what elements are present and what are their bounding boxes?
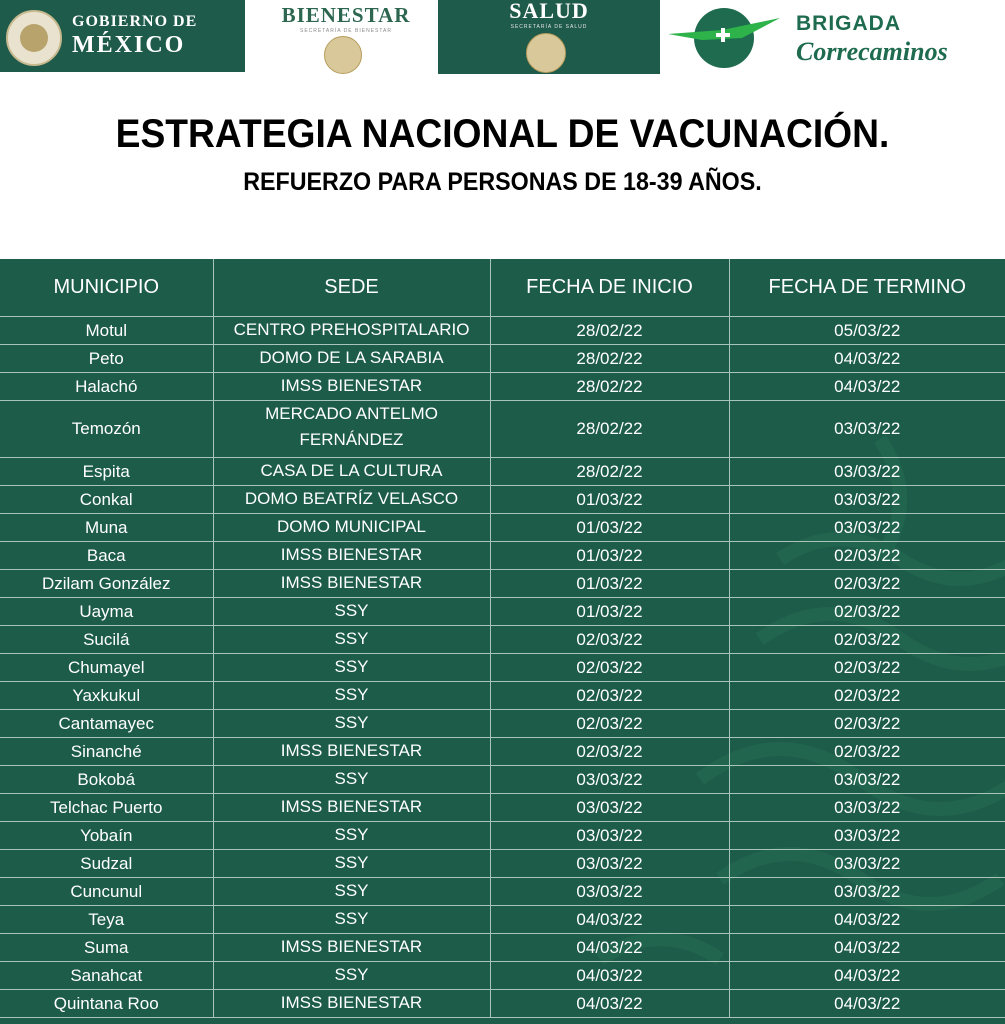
brigada-correcaminos-logo: [662, 0, 1005, 74]
salud-logo-title: SALUD: [509, 0, 589, 23]
cell-municipio: Quintana Roo: [0, 990, 213, 1018]
cell-municipio: Halachó: [0, 373, 213, 401]
cell-fecha-termino: 03/03/22: [729, 794, 1005, 822]
cell-fecha-termino: 03/03/22: [729, 486, 1005, 514]
cell-fecha-termino: 02/03/22: [729, 626, 1005, 654]
cell-sede: SSY: [213, 878, 490, 906]
cell-municipio: Muna: [0, 514, 213, 542]
table-row: [0, 486, 1005, 514]
table-row: [0, 654, 1005, 682]
cell-sede: SSY: [213, 850, 490, 878]
cell-fecha-termino: 03/03/22: [729, 822, 1005, 850]
cell-sede: IMSS BIENESTAR: [213, 738, 490, 766]
cell-fecha-inicio: 04/03/22: [490, 962, 729, 990]
bienestar-seal-icon: [324, 36, 362, 74]
cell-sede: SSY: [213, 654, 490, 682]
table-row: [0, 514, 1005, 542]
cell-fecha-inicio: 04/03/22: [490, 990, 729, 1018]
cell-sede: IMSS BIENESTAR: [213, 373, 490, 401]
cell-sede: IMSS BIENESTAR: [213, 990, 490, 1018]
cell-fecha-termino: 02/03/22: [729, 654, 1005, 682]
cell-fecha-inicio: 01/03/22: [490, 542, 729, 570]
cell-sede: CASA DE LA CULTURA: [213, 458, 490, 486]
cell-municipio: Cuncunul: [0, 878, 213, 906]
cell-fecha-inicio: 28/02/22: [490, 458, 729, 486]
salud-seal-icon: [526, 33, 566, 73]
cell-sede: SSY: [213, 766, 490, 794]
bienestar-logo: [262, 0, 430, 74]
cell-sede: SSY: [213, 822, 490, 850]
table-row: [0, 794, 1005, 822]
table-row: [0, 962, 1005, 990]
cell-sede: SSY: [213, 682, 490, 710]
cell-municipio: Chumayel: [0, 654, 213, 682]
cell-fecha-inicio: 04/03/22: [490, 906, 729, 934]
header-sede: SEDE: [213, 259, 490, 317]
cell-sede: IMSS BIENESTAR: [213, 542, 490, 570]
cell-municipio: Dzilam González: [0, 570, 213, 598]
cell-municipio: Sucilá: [0, 626, 213, 654]
cell-sede: MERCADO ANTELMO FERNÁNDEZ: [213, 401, 490, 458]
cell-sede: IMSS BIENESTAR: [213, 570, 490, 598]
header-logos: [0, 0, 1005, 74]
cell-sede: IMSS BIENESTAR: [213, 934, 490, 962]
cell-fecha-inicio: 28/02/22: [490, 373, 729, 401]
cell-sede: SSY: [213, 598, 490, 626]
schedule-table: [0, 259, 1005, 1018]
header-fecha-inicio: FECHA DE INICIO: [490, 259, 729, 317]
cell-fecha-inicio: 02/03/22: [490, 626, 729, 654]
cell-municipio: Sudzal: [0, 850, 213, 878]
cell-fecha-termino: 05/03/22: [729, 317, 1005, 345]
cell-municipio: Uayma: [0, 598, 213, 626]
cell-sede: SSY: [213, 962, 490, 990]
cell-fecha-termino: 02/03/22: [729, 570, 1005, 598]
cell-fecha-termino: 02/03/22: [729, 542, 1005, 570]
table-row: [0, 542, 1005, 570]
cell-fecha-termino: 02/03/22: [729, 710, 1005, 738]
cell-municipio: Peto: [0, 345, 213, 373]
gobierno-logo-line1: GOBIERNO DE: [72, 13, 198, 30]
cell-fecha-termino: 03/03/22: [729, 514, 1005, 542]
table-row: [0, 317, 1005, 345]
cell-fecha-termino: 04/03/22: [729, 345, 1005, 373]
table-row: [0, 570, 1005, 598]
gobierno-de-mexico-logo: [0, 0, 245, 72]
bienestar-logo-title: BIENESTAR: [281, 3, 411, 27]
table-row: [0, 990, 1005, 1018]
table-row: [0, 738, 1005, 766]
cell-sede: SSY: [213, 626, 490, 654]
mexico-seal-icon: [6, 10, 62, 66]
cell-fecha-termino: 04/03/22: [729, 962, 1005, 990]
table-row: [0, 710, 1005, 738]
cell-sede: CENTRO PREHOSPITALARIO: [213, 317, 490, 345]
cell-fecha-inicio: 02/03/22: [490, 682, 729, 710]
vaccination-schedule-table: [0, 259, 1005, 1024]
table-row: [0, 878, 1005, 906]
cell-fecha-inicio: 03/03/22: [490, 850, 729, 878]
table-row: [0, 401, 1005, 458]
cell-fecha-inicio: 03/03/22: [490, 766, 729, 794]
cell-municipio: Telchac Puerto: [0, 794, 213, 822]
salud-logo: [438, 0, 660, 74]
cell-municipio: Sanahcat: [0, 962, 213, 990]
cell-fecha-inicio: 03/03/22: [490, 794, 729, 822]
cell-fecha-termino: 04/03/22: [729, 934, 1005, 962]
cell-fecha-inicio: 03/03/22: [490, 878, 729, 906]
cell-fecha-termino: 02/03/22: [729, 598, 1005, 626]
cell-municipio: Conkal: [0, 486, 213, 514]
cell-fecha-termino: 04/03/22: [729, 990, 1005, 1018]
cell-municipio: Sinanché: [0, 738, 213, 766]
cell-municipio: Temozón: [0, 401, 213, 458]
cell-fecha-inicio: 02/03/22: [490, 710, 729, 738]
table-row: [0, 373, 1005, 401]
cell-fecha-inicio: 04/03/22: [490, 934, 729, 962]
cell-sede: SSY: [213, 906, 490, 934]
table-row: [0, 458, 1005, 486]
cell-fecha-inicio: 03/03/22: [490, 822, 729, 850]
table-row: [0, 934, 1005, 962]
page-subtitle: REFUERZO PARA PERSONAS DE 18-39 AÑOS.: [243, 168, 762, 196]
cell-fecha-termino: 04/03/22: [729, 906, 1005, 934]
roadrunner-icon: [662, 0, 792, 74]
table-row: [0, 906, 1005, 934]
table-row: [0, 766, 1005, 794]
cell-municipio: Cantamayec: [0, 710, 213, 738]
cell-fecha-inicio: 28/02/22: [490, 345, 729, 373]
cell-sede: IMSS BIENESTAR: [213, 794, 490, 822]
cell-fecha-termino: 02/03/22: [729, 738, 1005, 766]
cell-municipio: Bokobá: [0, 766, 213, 794]
cell-fecha-termino: 03/03/22: [729, 766, 1005, 794]
cell-sede: DOMO DE LA SARABIA: [213, 345, 490, 373]
cell-municipio: Yobaín: [0, 822, 213, 850]
table-row: [0, 626, 1005, 654]
cell-fecha-termino: 03/03/22: [729, 458, 1005, 486]
gobierno-logo-line2: MÉXICO: [72, 32, 186, 58]
page-title: ESTRATEGIA NACIONAL DE VACUNACIÓN.: [115, 112, 890, 156]
cell-municipio: Motul: [0, 317, 213, 345]
cell-fecha-inicio: 28/02/22: [490, 401, 729, 458]
bienestar-logo-subtitle: SECRETARÍA DE BIENESTAR: [300, 28, 392, 34]
cell-municipio: Suma: [0, 934, 213, 962]
cell-fecha-termino: 03/03/22: [729, 850, 1005, 878]
cell-fecha-inicio: 01/03/22: [490, 570, 729, 598]
table-header-row: [0, 259, 1005, 317]
header-municipio: MUNICIPIO: [0, 259, 213, 317]
cell-fecha-inicio: 28/02/22: [490, 317, 729, 345]
table-row: [0, 850, 1005, 878]
table-row: [0, 822, 1005, 850]
cell-fecha-termino: 04/03/22: [729, 373, 1005, 401]
cell-sede: DOMO MUNICIPAL: [213, 514, 490, 542]
cell-fecha-inicio: 01/03/22: [490, 598, 729, 626]
cell-fecha-termino: 03/03/22: [729, 401, 1005, 458]
cell-fecha-inicio: 02/03/22: [490, 654, 729, 682]
salud-logo-subtitle: SECRETARÍA DE SALUD: [510, 24, 588, 30]
cell-municipio: Espita: [0, 458, 213, 486]
cell-municipio: Yaxkukul: [0, 682, 213, 710]
cell-fecha-termino: 02/03/22: [729, 682, 1005, 710]
cell-sede: DOMO BEATRÍZ VELASCO: [213, 486, 490, 514]
header-fecha-termino: FECHA DE TERMINO: [729, 259, 1005, 317]
cell-sede: SSY: [213, 710, 490, 738]
table-row: [0, 345, 1005, 373]
brigada-logo-line2: Correcaminos: [796, 37, 948, 66]
table-row: [0, 682, 1005, 710]
cell-municipio: Baca: [0, 542, 213, 570]
cell-fecha-termino: 03/03/22: [729, 878, 1005, 906]
brigada-logo-line1: BRIGADA: [796, 12, 901, 35]
table-row: [0, 598, 1005, 626]
cell-fecha-inicio: 01/03/22: [490, 514, 729, 542]
cell-fecha-inicio: 02/03/22: [490, 738, 729, 766]
cell-fecha-inicio: 01/03/22: [490, 486, 729, 514]
cell-municipio: Teya: [0, 906, 213, 934]
